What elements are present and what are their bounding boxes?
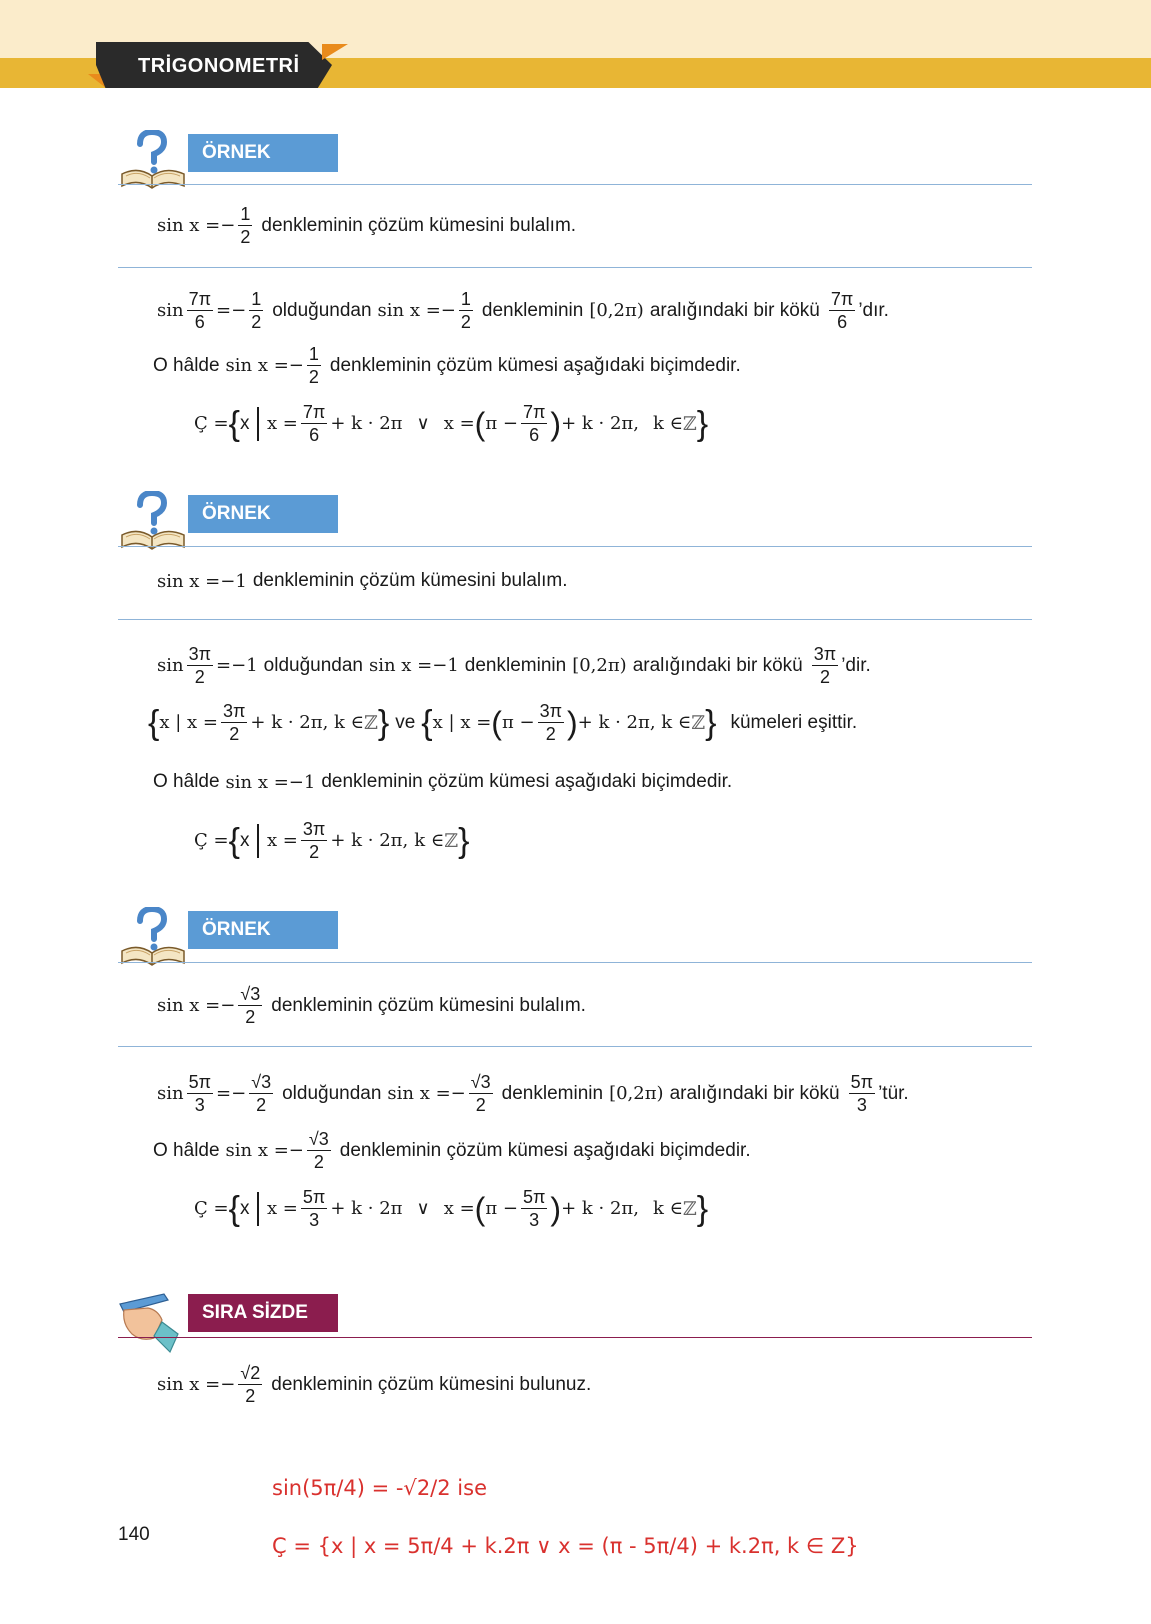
example-2-bottom-rule <box>118 619 1032 620</box>
example-3-bottom-rule <box>118 1046 1032 1047</box>
example-1-top-rule <box>118 184 1032 185</box>
example-1-solution-set: Ç = { x x = $\frac{7\pi}{6}$ + k · 2π ∨ x = ( π − $\frac{7\pi}{6}$ ) + k · 2π, k ∈ ℤ } <box>194 402 709 445</box>
exercise-rule <box>118 1337 1032 1338</box>
example-label: ÖRNEK <box>188 134 338 172</box>
example-2-conclusion: O hâlde sin x =−1 denkleminin çözüm kümesi aşağıdaki biçimdedir. <box>153 771 733 793</box>
example-3-solution-set: Ç = { x x = $\frac{5\pi}{3}$ + k · 2π ∨ x = ( π − $\frac{5\pi}{3}$ ) + k · 2π, k ∈ ℤ } <box>194 1187 709 1230</box>
header-orange-accent-right <box>322 44 348 60</box>
example-3-conclusion: O hâlde sin x =− $\frac{√3}{2}$ denkleminin çözüm kümesi aşağıdaki biçimdedir. <box>153 1129 751 1172</box>
example-3-top-rule <box>118 962 1032 963</box>
example-1-conclusion: O hâlde sin x =− $\frac{1}{2}$ denkleminin çözüm kümesi aşağıdaki biçimdedir. <box>153 344 741 387</box>
example-2-solution: sin $\frac{3\pi}{2}$ =−1 olduğundan sin x =−1 denkleminin [0,2π) aralığındaki bir kökü $\frac{3\pi}{2}$ ’dir. <box>157 644 871 687</box>
example-1-solution: sin $\frac{7\pi}{6}$ =− $\frac{1}{2}$ olduğundan sin x =− $\frac{1}{2}$ denkleminin [0,2π) aralığındaki bir kökü $\frac{7\pi}{6}$ ’dır. <box>157 289 889 332</box>
handwritten-answer-line-1: sin(5π/4) = -√2/2 ise <box>272 1476 487 1500</box>
example-2-question: sin x =−1 denkleminin çözüm kümesini bulalım. <box>157 570 568 592</box>
page-number: 140 <box>118 1524 150 1545</box>
example-label: ÖRNEK <box>188 495 338 533</box>
example-1-bottom-rule <box>118 267 1032 268</box>
exercise-question: sin x =− $\frac{√2}{2}$ denkleminin çözüm kümesini bulunuz. <box>157 1363 592 1406</box>
exercise-label: SIRA SİZDE <box>188 1294 338 1332</box>
example-3-question: sin x =− $\frac{√3}{2}$ denkleminin çözüm kümesini bulalım. <box>157 984 586 1027</box>
handwritten-answer-line-2: Ç = {x | x = 5π/4 + k.2π ∨ x = (π - 5π/4) + k.2π, k ∈ Z} <box>272 1534 859 1558</box>
example-2-solution-set: Ç = { x x = $\frac{3\pi}{2}$ + k · 2π, k ∈ ℤ } <box>194 819 470 862</box>
chapter-title: TRİGONOMETRİ <box>138 55 300 77</box>
example-2-top-rule <box>118 546 1032 547</box>
example-2-equal-sets: { x | x = $\frac{3\pi}{2}$ + k · 2π, k ∈ ℤ } ve { x | x = ( π − $\frac{3\pi}{2}$ ) + k · 2π, k ∈ ℤ } kümeleri eşittir. <box>148 701 858 744</box>
example-1-question: sin x =− $\frac{1}{2}$ denkleminin çözüm kümesini bulalım. <box>157 204 577 247</box>
example-label: ÖRNEK <box>188 911 338 949</box>
hand-pencil-icon <box>118 1290 188 1354</box>
example-3-solution: sin $\frac{5\pi}{3}$ =− $\frac{√3}{2}$ olduğundan sin x =− $\frac{√3}{2}$ denkleminin [0,2π) aralığındaki bir kökü $\frac{5\pi}{3}$ ’tür. <box>157 1072 909 1115</box>
